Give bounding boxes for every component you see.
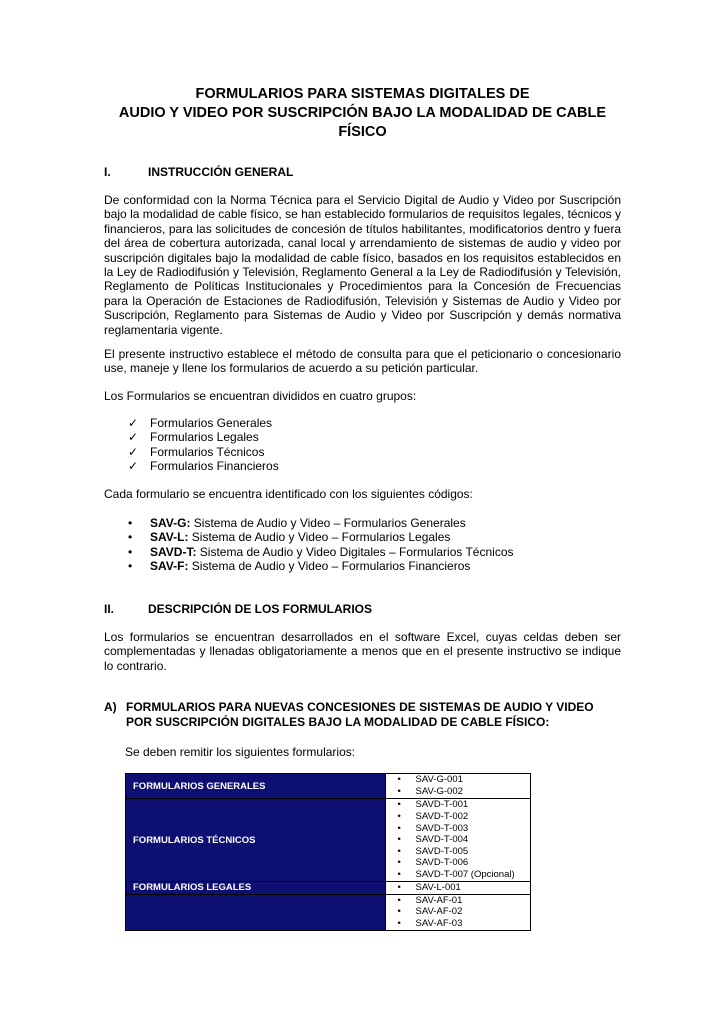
subsection-a-letter: A)	[104, 700, 117, 714]
list-item: ✓ Formularios Financieros	[128, 459, 279, 474]
bullet-icon: •	[397, 857, 401, 869]
section-1-paragraph-4: Cada formulario se encuentra identificado con los siguientes códigos:	[104, 487, 473, 501]
title-line-1: FORMULARIOS PARA SISTEMAS DIGITALES DE	[195, 86, 530, 102]
list-item: • SAVD-T-001	[397, 799, 469, 811]
list-item: • SAV-L-001	[397, 882, 461, 893]
code-label: SAV-L:	[150, 530, 189, 545]
bullet-icon: •	[128, 530, 133, 545]
bullet-icon: •	[397, 822, 401, 834]
list-item: ✓ Formularios Técnicos	[128, 444, 265, 459]
section-1-paragraph-2: El presente instructivo establece el método de consulta para que el peticionario o concesionario use, maneje y llene los formularios de acuerdo a su petición particular.	[104, 347, 621, 376]
section-2-number: II.	[104, 602, 115, 616]
table-row	[126, 882, 531, 895]
checkmark-icon: ✓	[128, 430, 139, 445]
list-item: • SAVD-T-007 (Opcional)	[397, 868, 515, 880]
list-item: • SAVD-T-005	[397, 845, 469, 857]
section-2-title: DESCRIPCIÓN DE LOS FORMULARIOS	[148, 602, 373, 616]
section-1-paragraph-1: De conformidad con la Norma Técnica para el Servicio Digital de Audio y Video por Suscripción bajo la modalidad de cable físico, se han establecido formularios de requisitos legales, técnicos y financieros, para las solicitudes de concesión de títulos habilitantes, modificatorios dentro y fuera del área de cobertura autorizada, canal local y arrendamiento de sistemas de audio y video por suscripción digitales bajo la modalidad de cable físico, basados en los requisitos establecidos en la Ley de Radiodifusión y Televisión, Reglamento General a la Ley de Radiodifusión y Televisión, Reglamento de Políticas Institucionales y Procedimientos para la Concesión de Frecuencias para la Operación de Estaciones de Radiodifusión, Televisión y Sistemas de Audio y Video por Suscripción, Reglamento para Sistemas de Audio y Video por Suscripción y demás normativa reglamentaria vigente.	[104, 193, 621, 337]
forms-table	[125, 773, 531, 931]
list-item: • SAV-G-001	[397, 774, 463, 786]
list-item: • SAV-AF-02	[397, 906, 463, 918]
bullet-icon: •	[128, 544, 133, 559]
bullet-icon: •	[397, 868, 401, 880]
document-title	[104, 85, 621, 142]
table-category-cell: FORMULARIOS GENERALES	[126, 774, 386, 799]
list-item: • SAV-AF-03	[397, 917, 463, 929]
table-category-cell: FORMULARIOS TÉCNICOS	[126, 799, 386, 882]
bullet-icon: •	[397, 786, 401, 797]
bullet-icon: •	[397, 882, 401, 893]
bullet-icon: •	[397, 917, 401, 929]
section-2-paragraph-1: Los formularios se encuentran desarrollados en el software Excel, cuyas celdas deben ser complementadas y llenadas obligatoriamente a menos que en el presente instructivo se indique lo contrario.	[104, 630, 621, 673]
list-item: • SAVD-T-006	[397, 857, 469, 869]
section-1-paragraph-3: Los Formularios se encuentran divididos en cuatro grupos:	[104, 389, 417, 403]
title-line-2: AUDIO Y VIDEO POR SUSCRIPCIÓN BAJO LA MODALIDAD DE CABLE	[118, 105, 607, 121]
list-item: • SAV-F: Sistema de Audio y Video – Formularios Financieros	[128, 559, 471, 574]
bullet-icon: •	[397, 811, 401, 823]
form-codes-list	[128, 516, 514, 574]
checkmark-icon: ✓	[128, 416, 139, 430]
subsection-a-intro: Se deben remitir los siguientes formularios:	[125, 745, 356, 759]
checkmark-icon: ✓	[128, 444, 139, 459]
code-label: SAVD-T:	[150, 544, 197, 559]
list-item: • SAV-AF-01	[397, 894, 463, 906]
section-1-number: I.	[104, 165, 111, 179]
bullet-icon: •	[397, 834, 401, 846]
list-item: ✓ Formularios Legales	[128, 430, 259, 445]
list-item: • SAVD-T-004	[397, 834, 469, 846]
bullet-icon: •	[397, 799, 401, 811]
list-item: • SAVD-T-003	[397, 822, 469, 834]
code-label: SAV-G:	[150, 516, 191, 530]
subsection-a-title: FORMULARIOS PARA NUEVAS CONCESIONES DE SISTEMAS DE AUDIO Y VIDEO POR SUSCRIPCIÓN DIGITALES BAJO LA MODALIDAD DE CABLE FÍSICO:	[126, 700, 594, 729]
table-items-cell	[385, 894, 530, 930]
section-1-title: INSTRUCCIÓN GENERAL	[148, 165, 294, 179]
bullet-icon: •	[128, 516, 133, 530]
checkmark-icon: ✓	[128, 459, 139, 474]
table-row	[126, 774, 531, 799]
title-line-3: FÍSICO	[338, 124, 387, 140]
code-label: SAV-F:	[150, 559, 189, 574]
list-item: • SAVD-T: Sistema de Audio y Video Digitales – Formularios Técnicos	[128, 544, 514, 559]
list-item: • SAV-G-002	[397, 786, 463, 797]
table-row	[126, 894, 531, 930]
list-item: ✓ Formularios Generales	[128, 416, 273, 430]
bullet-icon: •	[397, 845, 401, 857]
table-category-cell: FORMULARIOS LEGALES	[126, 882, 386, 895]
bullet-icon: •	[397, 894, 401, 906]
bullet-icon: •	[397, 906, 401, 918]
list-item: • SAV-G: Sistema de Audio y Video – Formularios Generales	[128, 516, 466, 530]
section-1-heading	[104, 165, 293, 180]
list-item: • SAV-L: Sistema de Audio y Video – Formularios Legales	[128, 530, 451, 545]
list-item: • SAVD-T-002	[397, 811, 469, 823]
table-items-cell	[385, 774, 530, 799]
form-groups-list	[128, 416, 279, 474]
table-category-cell	[126, 894, 386, 930]
bullet-icon: •	[397, 774, 401, 786]
table-items-cell	[385, 882, 530, 895]
table-items-cell	[385, 799, 530, 882]
table-row	[126, 799, 531, 882]
subsection-a-heading	[104, 700, 621, 730]
bullet-icon: •	[128, 559, 133, 574]
section-2-heading	[104, 602, 372, 617]
